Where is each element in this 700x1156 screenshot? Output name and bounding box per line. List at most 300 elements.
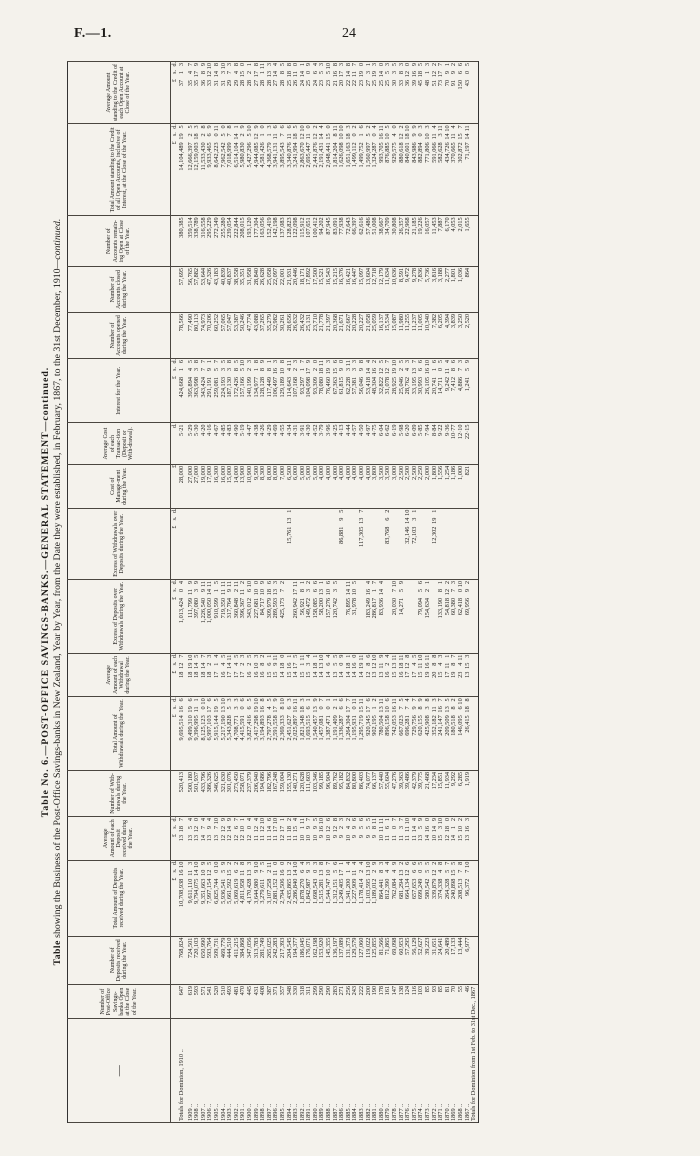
pounds: 12 bbox=[443, 834, 451, 842]
accounts-opened: 23,710 bbox=[313, 312, 320, 358]
pounds: 117,449 bbox=[265, 377, 273, 398]
total-credit-lsd bbox=[273, 125, 280, 214]
pounds: 12 bbox=[278, 834, 286, 842]
shillings: 2 bbox=[331, 706, 339, 710]
deposit-count: 145,355 bbox=[326, 936, 333, 984]
pence: 11 bbox=[272, 654, 280, 661]
deposit-count: 444,510 bbox=[227, 936, 234, 984]
pounds: 48 bbox=[423, 80, 431, 87]
withdrawal-count: 6,285 bbox=[458, 770, 465, 816]
pence: 8 bbox=[404, 654, 412, 658]
excess-withdrawals bbox=[179, 508, 186, 579]
shillings: 12 bbox=[371, 662, 379, 669]
pounds: 128,128 bbox=[259, 377, 267, 398]
pence: 2 bbox=[430, 63, 438, 67]
interest bbox=[465, 359, 472, 423]
excess-withdrawals bbox=[207, 508, 214, 579]
shillings: 3 bbox=[423, 706, 431, 710]
pence: 9 bbox=[305, 360, 313, 364]
year-label: 1884 .. bbox=[352, 1019, 359, 1123]
shillings: 5 bbox=[245, 133, 253, 137]
shillings: 13 bbox=[397, 869, 405, 876]
accounts-open: 122,098 bbox=[293, 216, 300, 267]
deposit-count: 119,022 bbox=[366, 936, 373, 984]
pounds: 591,066 bbox=[430, 142, 438, 163]
deposit-average-lsd bbox=[346, 818, 353, 859]
shillings: 4 bbox=[384, 869, 392, 873]
year-label: 1887 .. bbox=[333, 1019, 340, 1123]
pence: 3 bbox=[344, 125, 352, 129]
accounts-opened: 78,566 bbox=[179, 312, 186, 358]
shillings: 0 bbox=[351, 133, 359, 137]
shillings: 19 bbox=[358, 662, 366, 669]
year-label: 1898 .. bbox=[260, 1019, 267, 1123]
pounds: 149,472 bbox=[305, 597, 313, 619]
table-row bbox=[471, 62, 478, 1123]
shillings: 18 bbox=[318, 368, 326, 375]
pence: 3 bbox=[463, 817, 471, 822]
shillings: 2 bbox=[245, 662, 253, 666]
shillings: 10 bbox=[325, 869, 333, 876]
accounts-open: 152,419 bbox=[267, 216, 274, 267]
withdrawal-average bbox=[465, 653, 472, 697]
average-transaction-cost: 4·29 bbox=[267, 423, 274, 464]
deposit-count: 24,641 bbox=[438, 936, 445, 984]
accounts-closed: 17,892 bbox=[306, 266, 313, 312]
management-cost: 4,000 bbox=[359, 464, 366, 508]
pence: 5 bbox=[219, 360, 227, 364]
pence: 5 bbox=[331, 654, 339, 658]
column-header: Average Amount standing to the Credit of each Open Account at Close of the Year. bbox=[68, 62, 171, 124]
pence: 6 bbox=[358, 817, 366, 822]
shillings: 8 bbox=[377, 869, 385, 873]
pence: 10 bbox=[193, 861, 201, 868]
pounds: 17 bbox=[410, 671, 418, 678]
deposit-total bbox=[471, 860, 478, 936]
pence: 11 bbox=[206, 580, 214, 587]
shillings: 7 bbox=[397, 706, 405, 710]
pounds: 22 bbox=[344, 80, 352, 87]
average-transaction-cost: 7·94 bbox=[425, 423, 432, 464]
pence: 4 bbox=[364, 360, 372, 364]
pounds: 1,341,200 bbox=[344, 878, 352, 904]
pence: 7 bbox=[178, 654, 185, 658]
shillings: 18 bbox=[443, 825, 451, 833]
table-row bbox=[179, 62, 186, 1123]
pence: 6 bbox=[364, 654, 372, 658]
pounds: 209,509 bbox=[443, 715, 451, 736]
accounts-opened bbox=[471, 312, 478, 358]
pence: 3 bbox=[371, 63, 379, 67]
shillings: 5 bbox=[463, 368, 471, 372]
banks-open: 299 bbox=[313, 984, 320, 1019]
accounts-open: 380,385 bbox=[179, 216, 186, 267]
accounts-opened: 21,671 bbox=[339, 312, 346, 358]
withdrawal-count: 1,919 bbox=[465, 770, 472, 816]
pounds: 31 bbox=[212, 80, 220, 87]
accounts-open: 19,226 bbox=[418, 216, 425, 267]
deposit-count: 57,295 bbox=[405, 936, 412, 984]
shillings: 1 bbox=[344, 869, 352, 873]
withdrawal-count: 57,440 bbox=[379, 770, 386, 816]
pounds: 812,390 bbox=[384, 878, 392, 900]
total-credit bbox=[273, 124, 280, 216]
excess-withdrawals bbox=[359, 508, 366, 579]
year-label: 1882 .. bbox=[366, 1019, 373, 1123]
pounds: 3,895,543 bbox=[278, 142, 286, 168]
management-cost: 2,250 bbox=[418, 464, 425, 508]
column-header: Number of Accounts opened during the Year. bbox=[68, 312, 171, 358]
pounds: 8,125,123 bbox=[199, 715, 207, 741]
accounts-opened: 22,667 bbox=[346, 312, 353, 358]
excess-withdrawals bbox=[254, 508, 261, 579]
pounds: 1,842,987 bbox=[305, 878, 313, 904]
excess-deposits bbox=[379, 579, 386, 653]
pounds: 2,435,865 bbox=[285, 878, 293, 904]
pounds: 28 bbox=[259, 80, 267, 87]
excess-withdrawals bbox=[306, 508, 313, 579]
accounts-opened: 32,982 bbox=[273, 312, 280, 358]
accounts-opened: 70,206 bbox=[207, 312, 214, 358]
excess-deposits-lsd bbox=[352, 581, 359, 652]
pence: 2 bbox=[232, 861, 240, 865]
pounds: 5,217,190 bbox=[219, 715, 227, 741]
pence: 0 bbox=[377, 63, 385, 67]
pence: 1 bbox=[298, 63, 306, 67]
shillings: 14 bbox=[193, 869, 201, 876]
pence: 1 bbox=[305, 698, 313, 702]
shillings: 5 bbox=[364, 133, 372, 137]
pounds: 10 bbox=[305, 834, 313, 842]
shillings: 11 bbox=[186, 869, 194, 876]
withdrawal-count: 9,292 bbox=[451, 770, 458, 816]
shillings: 12 bbox=[404, 662, 412, 669]
pence: 10 bbox=[423, 360, 431, 367]
banks-open: 290 bbox=[326, 984, 333, 1019]
withdrawal-count: 258,071 bbox=[240, 770, 247, 816]
withdrawal-count: 11,934 bbox=[445, 770, 452, 816]
pence: 2 bbox=[384, 509, 392, 513]
accounts-opened: 3,839 bbox=[451, 312, 458, 358]
average-transaction-cost bbox=[471, 423, 478, 464]
pounds: 17 bbox=[239, 671, 247, 678]
shillings: 16 bbox=[377, 133, 385, 140]
pounds: 26,105 bbox=[423, 377, 431, 395]
pence: 9 bbox=[272, 698, 280, 702]
pence: 4 bbox=[450, 125, 458, 129]
pence: 6 bbox=[272, 125, 280, 129]
average-transaction-cost: 4·20 bbox=[201, 423, 208, 464]
shillings: 14 bbox=[232, 133, 240, 140]
average-transaction-cost: 4·57 bbox=[352, 423, 359, 464]
deposit-count: 313,783 bbox=[254, 936, 261, 984]
average-transaction-cost: 6·20 bbox=[405, 423, 412, 464]
banks-open: 481 bbox=[234, 984, 241, 1019]
average-transaction-cost: 3·91 bbox=[300, 423, 307, 464]
total-credit bbox=[326, 124, 333, 216]
year-label: 1871 .. bbox=[438, 1019, 445, 1123]
pence: 5 bbox=[377, 360, 385, 364]
shillings: 12 bbox=[252, 133, 260, 140]
pounds: 425,908 bbox=[423, 715, 431, 736]
banks-open: 348 bbox=[287, 984, 294, 1019]
pounds: 14 bbox=[311, 671, 319, 678]
pounds: 1,387,471 bbox=[325, 715, 333, 741]
shillings: 3 bbox=[391, 71, 398, 75]
banks-open: 311 bbox=[306, 984, 313, 1019]
excess-withdrawals bbox=[465, 508, 472, 579]
unit-pence: d. bbox=[171, 697, 178, 702]
banks-open: 103 bbox=[418, 984, 425, 1019]
accounts-closed: 16,376 bbox=[339, 266, 346, 312]
pence: 0 bbox=[311, 360, 319, 364]
pounds: 14 bbox=[358, 671, 366, 678]
accounts-closed: 9,472 bbox=[405, 266, 412, 312]
pounds: 11 bbox=[272, 834, 280, 842]
pounds: 9,695,514 bbox=[178, 715, 185, 741]
pence: 5 bbox=[450, 861, 458, 865]
pence: 5 bbox=[338, 509, 346, 513]
pence: 1 bbox=[265, 360, 273, 364]
excess-deposits bbox=[280, 579, 287, 653]
accounts-open: 128,823 bbox=[287, 216, 294, 267]
pounds: 1,241 bbox=[463, 377, 471, 392]
interest-lsd bbox=[179, 360, 186, 421]
shillings: 8 bbox=[232, 368, 240, 372]
column-header: Total Amount of Withdrawals during the Year. bbox=[68, 697, 171, 771]
banks-open: 431 bbox=[254, 984, 261, 1019]
pounds: 2,025,897 bbox=[292, 715, 300, 741]
average-transaction-cost: 10·77 bbox=[451, 423, 458, 464]
pounds: 12 bbox=[219, 834, 227, 842]
pence: 6 bbox=[186, 698, 194, 702]
total-credit bbox=[234, 124, 241, 216]
pounds: 3,194,893 bbox=[259, 715, 267, 741]
management-cost: 28,000 bbox=[179, 464, 186, 508]
pence: 1 bbox=[430, 509, 438, 513]
deposit-average-lsd bbox=[313, 818, 320, 859]
pence: 5 bbox=[206, 861, 214, 865]
pounds: 4,811,958 bbox=[239, 878, 247, 904]
average-credit bbox=[179, 62, 186, 124]
year-label: 1877 .. bbox=[399, 1019, 406, 1123]
pence: 3 bbox=[272, 580, 280, 585]
pence: 9 bbox=[259, 360, 267, 364]
pounds: 22 bbox=[351, 80, 359, 87]
pounds: 10 bbox=[325, 834, 333, 842]
shillings: 11 bbox=[272, 133, 280, 140]
pence: 6 bbox=[278, 125, 286, 129]
year-label: Totals for Dominion from 1st Feb. to 31st Dec., 1867 bbox=[470, 986, 478, 1121]
pence: 5 bbox=[278, 63, 286, 67]
average-transaction-cost: 5·30 bbox=[194, 423, 201, 464]
pounds: 840,601 bbox=[404, 142, 412, 163]
accounts-closed: 3,816 bbox=[432, 266, 439, 312]
pence: 0 bbox=[272, 861, 280, 865]
average-transaction-cost: 4·97 bbox=[366, 423, 373, 464]
pounds: 28 bbox=[245, 80, 253, 87]
pounds: 36 bbox=[404, 80, 412, 87]
deposit-average-lsd bbox=[179, 818, 186, 859]
pounds: 424,668 bbox=[178, 377, 185, 398]
shillings: 11 bbox=[430, 133, 438, 140]
shillings: 19 bbox=[371, 71, 379, 78]
shillings: 5 bbox=[358, 825, 366, 830]
unit-pence: d. bbox=[171, 653, 178, 659]
pounds: 4,170,428 bbox=[245, 878, 253, 904]
pence: 5 bbox=[292, 125, 300, 129]
pounds: 12,666,397 bbox=[186, 142, 194, 171]
pence: 8 bbox=[252, 360, 260, 364]
shillings: 0 bbox=[212, 869, 220, 873]
shillings: 8 bbox=[397, 71, 405, 75]
shillings: 10 bbox=[423, 133, 431, 140]
withdrawal-count bbox=[471, 770, 478, 816]
pounds: 9,242 bbox=[443, 377, 451, 392]
banks-open: 147 bbox=[392, 984, 399, 1019]
shillings: 9 bbox=[311, 825, 319, 830]
average-transaction-cost: 9·22 bbox=[438, 423, 445, 464]
interest bbox=[471, 359, 478, 423]
pence: 10 bbox=[239, 360, 247, 367]
accounts-opened: 50,246 bbox=[240, 312, 247, 358]
shillings: 4 bbox=[437, 869, 445, 873]
year-label: 1903 .. bbox=[227, 1019, 234, 1123]
pence: 5 bbox=[219, 654, 227, 658]
shillings: 6 bbox=[305, 706, 313, 710]
subtitle-lead: Table bbox=[52, 940, 63, 966]
unit-shillings: s. bbox=[171, 661, 178, 666]
pounds: 681,294 bbox=[397, 878, 405, 900]
accounts-open: 21,185 bbox=[412, 216, 419, 267]
excess-deposits-lsd bbox=[399, 581, 406, 652]
accounts-closed: 22,001 bbox=[280, 266, 287, 312]
pence: 4 bbox=[318, 125, 326, 129]
shillings: 0 bbox=[325, 706, 333, 710]
pence: 4 bbox=[443, 360, 451, 364]
pounds: 2,191,431 bbox=[318, 142, 326, 168]
pence: 3 bbox=[325, 360, 333, 364]
pounds: 13 bbox=[463, 671, 471, 678]
pounds: 107,168 bbox=[292, 377, 300, 398]
deposit-count: 56,129 bbox=[412, 936, 419, 984]
shillings: 12 bbox=[430, 71, 438, 78]
shillings: 12 bbox=[331, 825, 339, 833]
deposit-average-lsd bbox=[366, 818, 373, 859]
total-credit-lsd bbox=[201, 125, 208, 214]
shillings: 16 bbox=[178, 869, 185, 876]
pounds: 1,189,012 bbox=[371, 878, 379, 904]
pounds: 620,155 bbox=[417, 715, 425, 736]
pence: 6 bbox=[456, 63, 464, 67]
unit-shillings: s. bbox=[171, 70, 178, 74]
pounds: 28 bbox=[265, 80, 273, 87]
deposit-average bbox=[352, 816, 359, 860]
pence: 1 bbox=[245, 63, 253, 67]
accounts-open: 34,709 bbox=[385, 216, 392, 267]
pence: 11 bbox=[226, 654, 234, 661]
accounts-closed bbox=[471, 266, 478, 312]
shillings: 3 bbox=[437, 825, 445, 830]
pence: 2 bbox=[371, 698, 379, 702]
pounds: 902,195 bbox=[371, 715, 379, 736]
shillings: 8 bbox=[278, 706, 286, 710]
deposit-count: 162,198 bbox=[313, 936, 320, 984]
shillings: 14 bbox=[463, 133, 471, 140]
shillings: 12 bbox=[397, 133, 405, 140]
shillings: 5 bbox=[384, 71, 392, 75]
shillings: 0 bbox=[456, 588, 464, 593]
excess-withdrawals-lsd bbox=[412, 510, 419, 578]
accounts-opened: 74,973 bbox=[201, 312, 208, 358]
pounds: 363,998 bbox=[193, 377, 201, 398]
management-cost: 7,000 bbox=[280, 464, 287, 508]
deposit-count: 186,045 bbox=[300, 936, 307, 984]
management-cost: 5,000 bbox=[306, 464, 313, 508]
accounts-closed: 17,500 bbox=[313, 266, 320, 312]
pounds: 32,822 bbox=[377, 377, 385, 395]
withdrawal-count: 194,686 bbox=[260, 770, 267, 816]
unit-pence: d. bbox=[171, 860, 178, 866]
unit-lsd bbox=[172, 509, 179, 579]
column-header: Number of With-drawals during the Year. bbox=[68, 770, 171, 816]
pounds: 23 bbox=[358, 80, 366, 87]
pence: 7 bbox=[199, 654, 207, 658]
pence: 8 bbox=[239, 861, 247, 865]
deposit-count: 31,651 bbox=[432, 936, 439, 984]
management-cost: 1,186 bbox=[451, 464, 458, 508]
deposit-count: 347,056 bbox=[247, 936, 254, 984]
shillings: 14 bbox=[404, 517, 412, 524]
pence: 7 bbox=[456, 125, 464, 129]
deposit-average bbox=[346, 816, 353, 860]
shillings: 14 bbox=[265, 825, 273, 833]
pence: 2 bbox=[371, 360, 379, 364]
pence: 11 bbox=[358, 698, 366, 705]
pence: 7 bbox=[410, 360, 418, 364]
total-credit-lsd bbox=[359, 125, 366, 214]
pence: 2 bbox=[450, 698, 458, 702]
pence: 10 bbox=[219, 63, 227, 70]
shillings: 12 bbox=[206, 71, 214, 78]
pence: 3 bbox=[318, 63, 326, 67]
pounds: 260,942 bbox=[292, 597, 300, 619]
pence: 5 bbox=[384, 125, 392, 129]
pounds: 5,343,828 bbox=[226, 715, 234, 741]
shillings: 3 bbox=[397, 825, 405, 830]
pence: 0 bbox=[239, 63, 247, 67]
shillings: 16 bbox=[331, 71, 339, 78]
shillings: 6 bbox=[456, 706, 464, 710]
accounts-opened: 80,113 bbox=[194, 312, 201, 358]
pounds: 157,276 bbox=[325, 597, 333, 619]
management-cost: 5,000 bbox=[300, 464, 307, 508]
pounds: 12 bbox=[226, 834, 234, 842]
shillings: 1 bbox=[371, 706, 379, 710]
column-header: Excess of Deposits over Withdrawals during the Year. bbox=[68, 579, 171, 653]
accounts-open: 193,120 bbox=[247, 216, 254, 267]
pounds: 12,302 bbox=[430, 526, 438, 544]
deposit-count: 39,223 bbox=[425, 936, 432, 984]
pence: 1 bbox=[437, 580, 445, 585]
pounds: 1,544,747 bbox=[325, 878, 333, 904]
pence: 3 bbox=[226, 63, 234, 67]
pounds: 51 bbox=[430, 80, 438, 87]
deposit-count: 194,377 bbox=[293, 936, 300, 984]
excess-withdrawals bbox=[412, 508, 419, 579]
pounds: 15,761 bbox=[285, 526, 293, 544]
pounds: 7,018,999 bbox=[226, 142, 234, 168]
